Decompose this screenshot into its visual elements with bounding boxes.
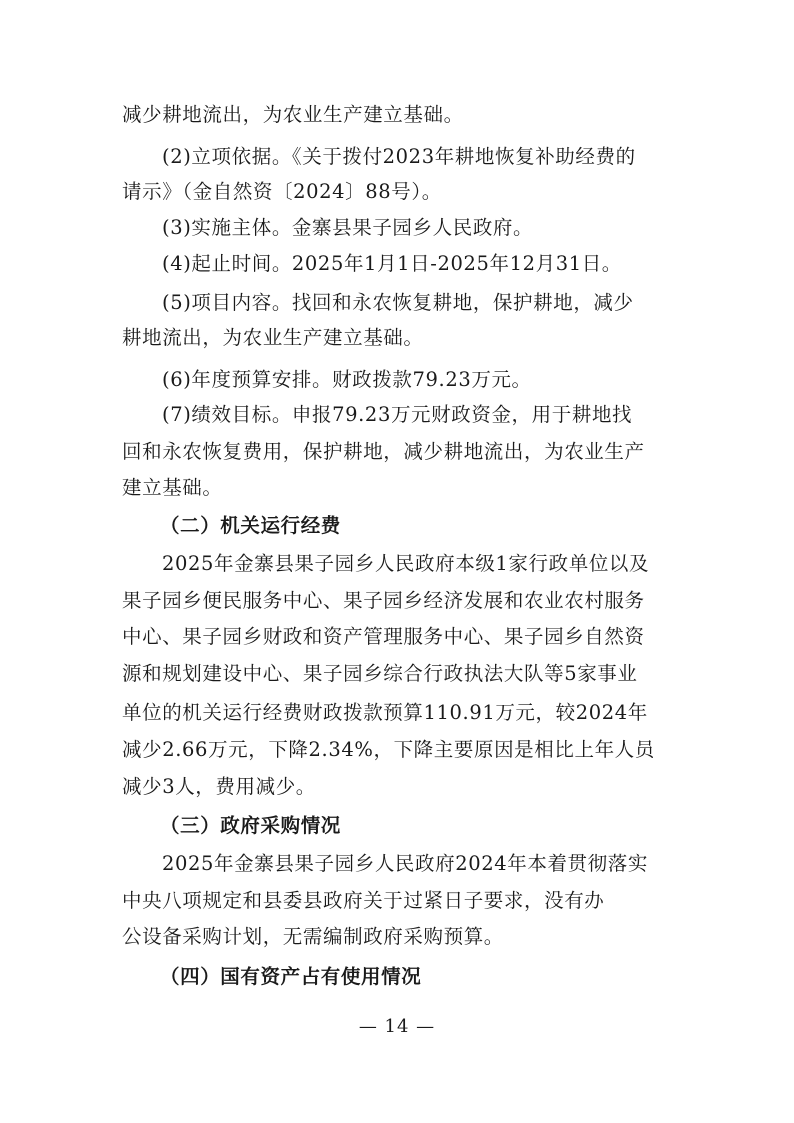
section-heading: （三）政府采购情况 xyxy=(160,814,341,837)
body-text-line: 中央八项规定和县委县政府关于过紧日子要求，没有办 xyxy=(122,889,605,912)
body-text-line: (2)立项依据。《关于拨付2023年耕地恢复补助经费的 xyxy=(162,145,636,168)
body-text-line: 源和规划建设中心、果子园乡综合行政执法大队等5家事业 xyxy=(122,662,638,685)
body-text-line: 减少3人，费用减少。 xyxy=(122,775,316,798)
body-text-line: 回和永农恢复费用，保护耕地，减少耕地流出，为农业生产 xyxy=(122,440,645,463)
body-text-line: 减少耕地流出，为农业生产建立基础。 xyxy=(122,103,464,126)
body-text-line: 请示》（金自然资〔2024〕88号）。 xyxy=(122,180,442,203)
body-text-line: (4)起止时间。2025年1月1日-2025年12月31日。 xyxy=(162,252,622,275)
body-text-line: 公设备采购计划，无需编制政府采购预算。 xyxy=(122,925,504,948)
body-text-line: (6)年度预算安排。财政拨款79.23万元。 xyxy=(162,368,532,391)
body-text-line: 单位的机关运行经费财政拨款预算110.91万元，较2024年 xyxy=(122,701,648,724)
body-text-line: (5)项目内容。找回和永农恢复耕地，保护耕地，减少 xyxy=(162,291,634,314)
body-text-line: (7)绩效目标。申报79.23万元财政资金，用于耕地找 xyxy=(162,403,633,426)
body-text-line: (3)实施主体。金寨县果子园乡人民政府。 xyxy=(162,216,534,239)
body-text-line: 减少2.66万元，下降2.34%，下降主要原因是相比上年人员 xyxy=(122,738,655,761)
section-heading: （四）国有资产占有使用情况 xyxy=(160,965,422,988)
page-number: — 14 — xyxy=(358,1016,436,1037)
section-heading: （二）机关运行经费 xyxy=(160,514,341,537)
body-text-line: 果子园乡便民服务中心、果子园乡经济发展和农业农村服务 xyxy=(122,589,645,612)
body-text-line: 建立基础。 xyxy=(122,476,223,499)
body-text-line: 耕地流出，为农业生产建立基础。 xyxy=(122,326,424,349)
body-text-line: 中心、果子园乡财政和资产管理服务中心、果子园乡自然资 xyxy=(122,625,645,648)
body-text-line: 2025年金寨县果子园乡人民政府本级1家行政单位以及 xyxy=(162,552,650,575)
body-text-line: 2025年金寨县果子园乡人民政府2024年本着贯彻落实 xyxy=(162,852,648,875)
